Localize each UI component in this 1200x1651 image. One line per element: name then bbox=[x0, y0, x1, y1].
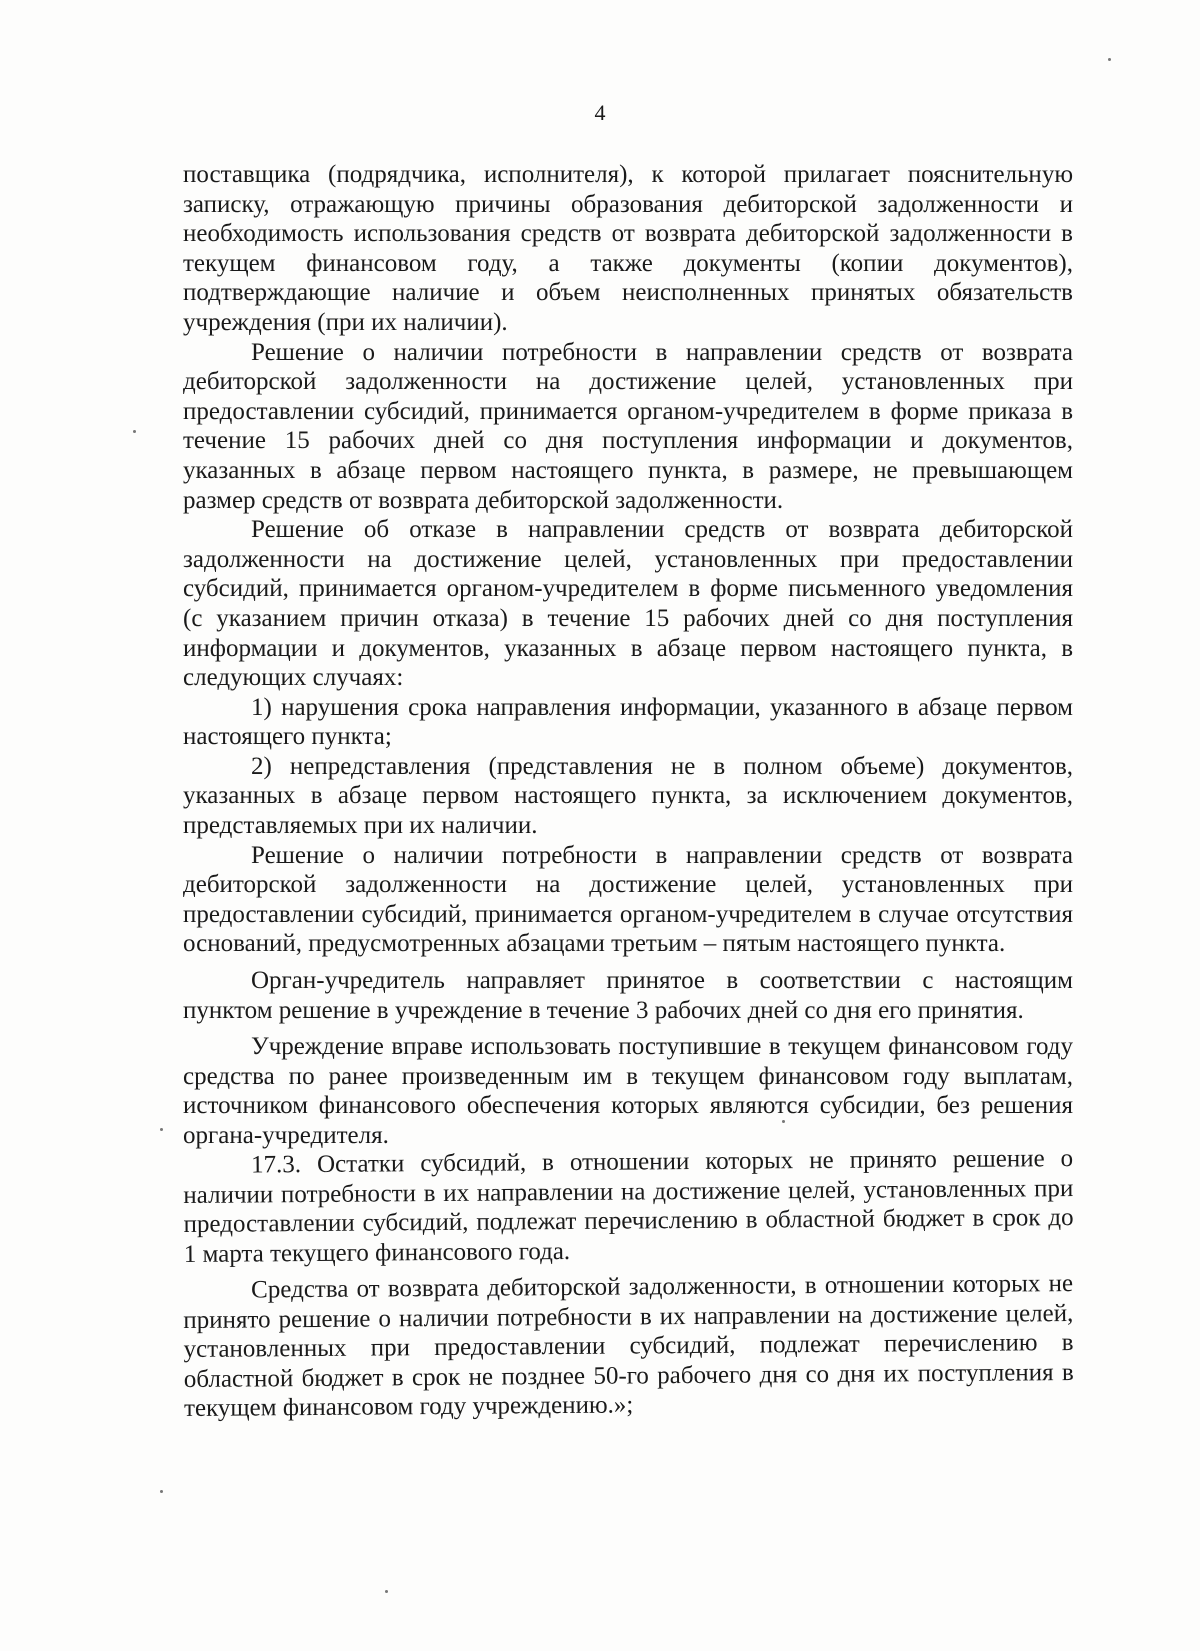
scan-speck bbox=[160, 1490, 163, 1493]
paragraph-decision-no-grounds: Решение о наличии потребности в направлении средств от возврата дебиторской задолженности на достижение целей, установленных при предоставлении субсидий, принимается органом-учредителем в случае отсутствия оснований, предусмотренных абзацами третьим – пятым настоящего пункта. bbox=[183, 841, 1073, 958]
list-item-missing-documents: 2) непредставления (представления не в полном объеме) документов, указанных в абзаце первом настоящего пункта, за исключением документов, представляемых при их наличии. bbox=[183, 752, 1073, 840]
scan-speck bbox=[385, 1590, 388, 1593]
document-body bbox=[183, 160, 1073, 1424]
paragraph-clause-17-3: 17.3. Остатки субсидий, в отношении которых не принято решение о наличии потребности в их направлении на достижение целей, установленных при предоставлении субсидий, подлежат перечислению в областной бюджет в срок до 1 марта текущего финансового года. bbox=[183, 1144, 1074, 1268]
scan-speck bbox=[160, 1128, 163, 1131]
paragraph-decision-refusal: Решение об отказе в направлении средств от возврата дебиторской задолженности на достижение целей, установленных при предоставлении субсидий, принимается органом-учредителем в форме письменного уведомления (с указанием причин отказа) в течение 15 рабочих дней со дня поступления информации и документов, указанных в абзаце первом настоящего пункта, в следующих случаях: bbox=[183, 516, 1073, 692]
paragraph-decision-need: Решение о наличии потребности в направлении средств от возврата дебиторской задолженности на достижение целей, установленных при предоставлении субсидий, принимается органом-учредителем в форме приказа в течение 15 рабочих дней со дня поступления информации и документов, указанных в абзаце первом настоящего пункта, в размере, не превышающем размер средств от возврата дебиторской задолженности. bbox=[183, 338, 1073, 514]
scan-speck bbox=[782, 1120, 785, 1123]
list-item-deadline-violation: 1) нарушения срока направления информации, указанного в абзаце первом настоящего пункта; bbox=[183, 693, 1073, 751]
scan-speck bbox=[1108, 58, 1111, 61]
paragraph-founder-sends-decision: Орган-учредитель направляет принятое в соответствии с настоящим пунктом решение в учреждение в течение 3 рабочих дней со дня его принятия. bbox=[183, 967, 1073, 1024]
paragraph-supplier-note: поставщика (подрядчика, исполнителя), к которой прилагает пояснительную записку, отражающую причины образования дебиторской задолженности и необходимость использования средств от возврата дебиторской задолженности в текущем финансовом году, а также документы (копии документов), подтверждающие наличие и объем неисполненных принятых обязательств учреждения (при их наличии). bbox=[183, 161, 1073, 336]
scan-speck bbox=[133, 430, 136, 433]
paragraph-institution-right: Учреждение вправе использовать поступившие в текущем финансовом году средства по ранее произведенным им в текущем финансовом году выплатам, источником финансового обеспечения которых являются субсидии, без решения органа-учредителя. bbox=[183, 1033, 1073, 1149]
page-number: 4 bbox=[594, 100, 606, 125]
paragraph-receivables-transfer: Средства от возврата дебиторской задолженности, в отношении которых не принято решение о наличии потребности в их направлении на достижение целей, установленных при предоставлении субсидий, подлежат перечислению в областной бюджет в срок не позднее 50-го рабочего дня со дня их поступления в текущем финансовом году учреждению.»; bbox=[183, 1269, 1074, 1423]
